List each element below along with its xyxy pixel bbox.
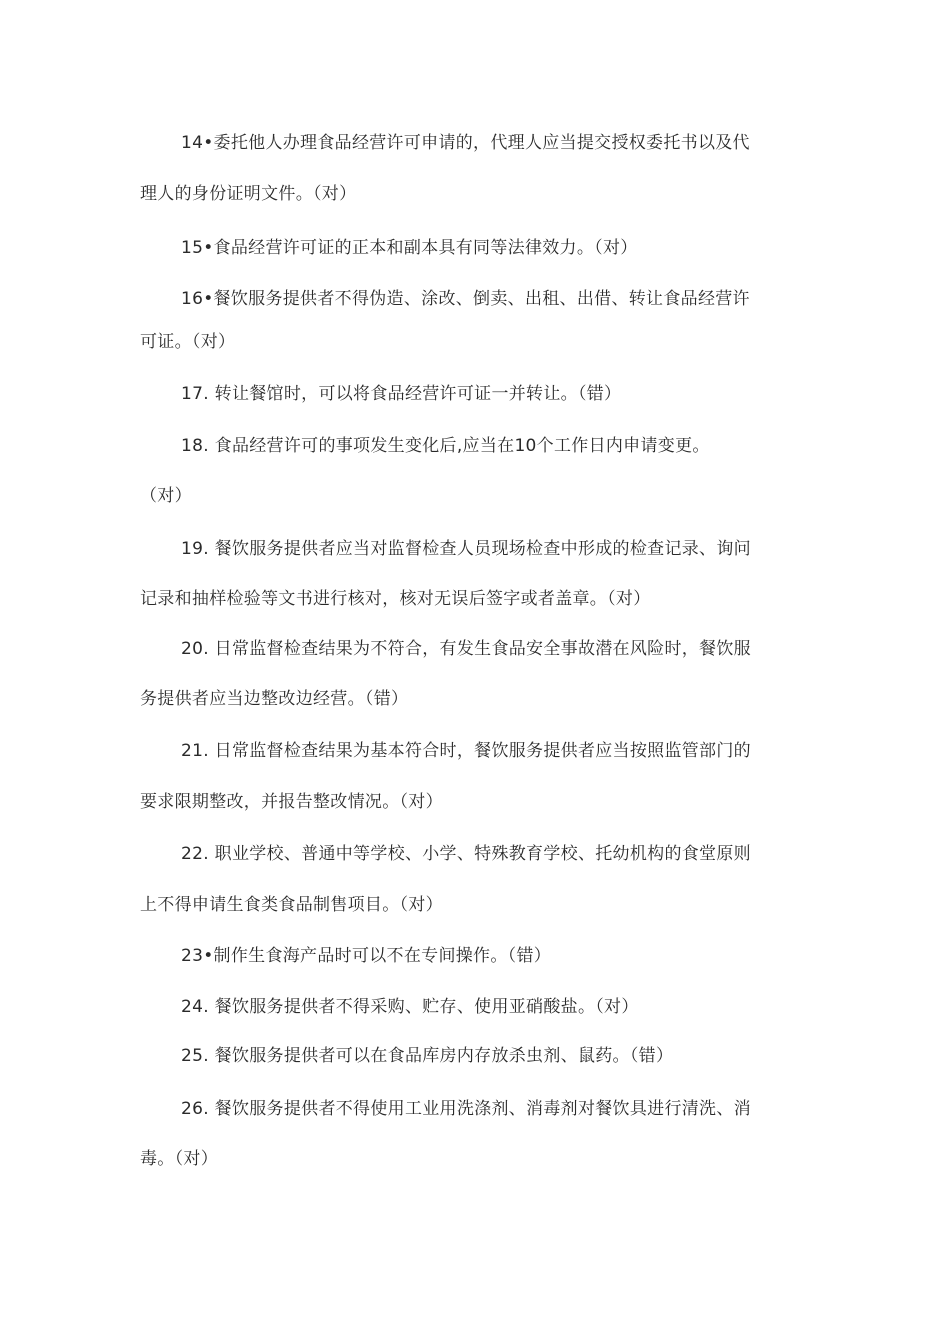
q22-line2: 上不得申请生食类食品制售项目。（对） [140,895,443,915]
q21-line1: 21. 日常监督检查结果为基本符合时，餐饮服务提供者应当按照监管部门的 [181,741,751,761]
q14-line1: 14•委托他人办理食品经营许可申请的，代理人应当提交授权委托书以及代 [181,133,750,153]
q23-line1: 23•制作生食海产品时可以不在专间操作。（错） [181,946,552,966]
q15-line1: 15•食品经营许可证的正本和副本具有同等法律效力。（对） [181,238,638,258]
q21-line2: 要求限期整改，并报告整改情况。（对） [140,792,443,812]
q18-line2: （对） [140,486,192,506]
q24-line1: 24. 餐饮服务提供者不得采购、贮存、使用亚硝酸盐。（对） [181,997,639,1017]
q20-line1: 20. 日常监督检查结果为不符合，有发生食品安全事故潜在风险时，餐饮服 [181,639,751,659]
q18-line1: 18. 食品经营许可的事项发生变化后,应当在10个工作日内申请变更。 [181,436,710,456]
q22-line1: 22. 职业学校、普通中等学校、小学、特殊教育学校、托幼机构的食堂原则 [181,844,751,864]
q26-line2: 毒。（对） [140,1149,218,1169]
q19-line2: 记录和抽样检验等文书进行核对，核对无误后签字或者盖章。（对） [140,589,651,609]
q16-line1: 16•餐饮服务提供者不得伪造、涂改、倒卖、出租、出借、转让食品经营许 [181,289,750,309]
q20-line2: 务提供者应当边整改边经营。（错） [140,689,409,709]
q14-line2: 理人的身份证明文件。（对） [140,184,357,204]
q17-line1: 17. 转让餐馆时，可以将食品经营许可证一并转让。（错） [181,384,622,404]
q19-line1: 19. 餐饮服务提供者应当对监督检查人员现场检查中形成的检查记录、询问 [181,539,751,559]
q25-line1: 25. 餐饮服务提供者可以在食品库房内存放杀虫剂、鼠药。（错） [181,1046,674,1066]
q26-line1: 26. 餐饮服务提供者不得使用工业用洗涤剂、消毒剂对餐饮具进行清洗、消 [181,1099,751,1119]
q16-line2: 可证。（对） [140,332,236,352]
